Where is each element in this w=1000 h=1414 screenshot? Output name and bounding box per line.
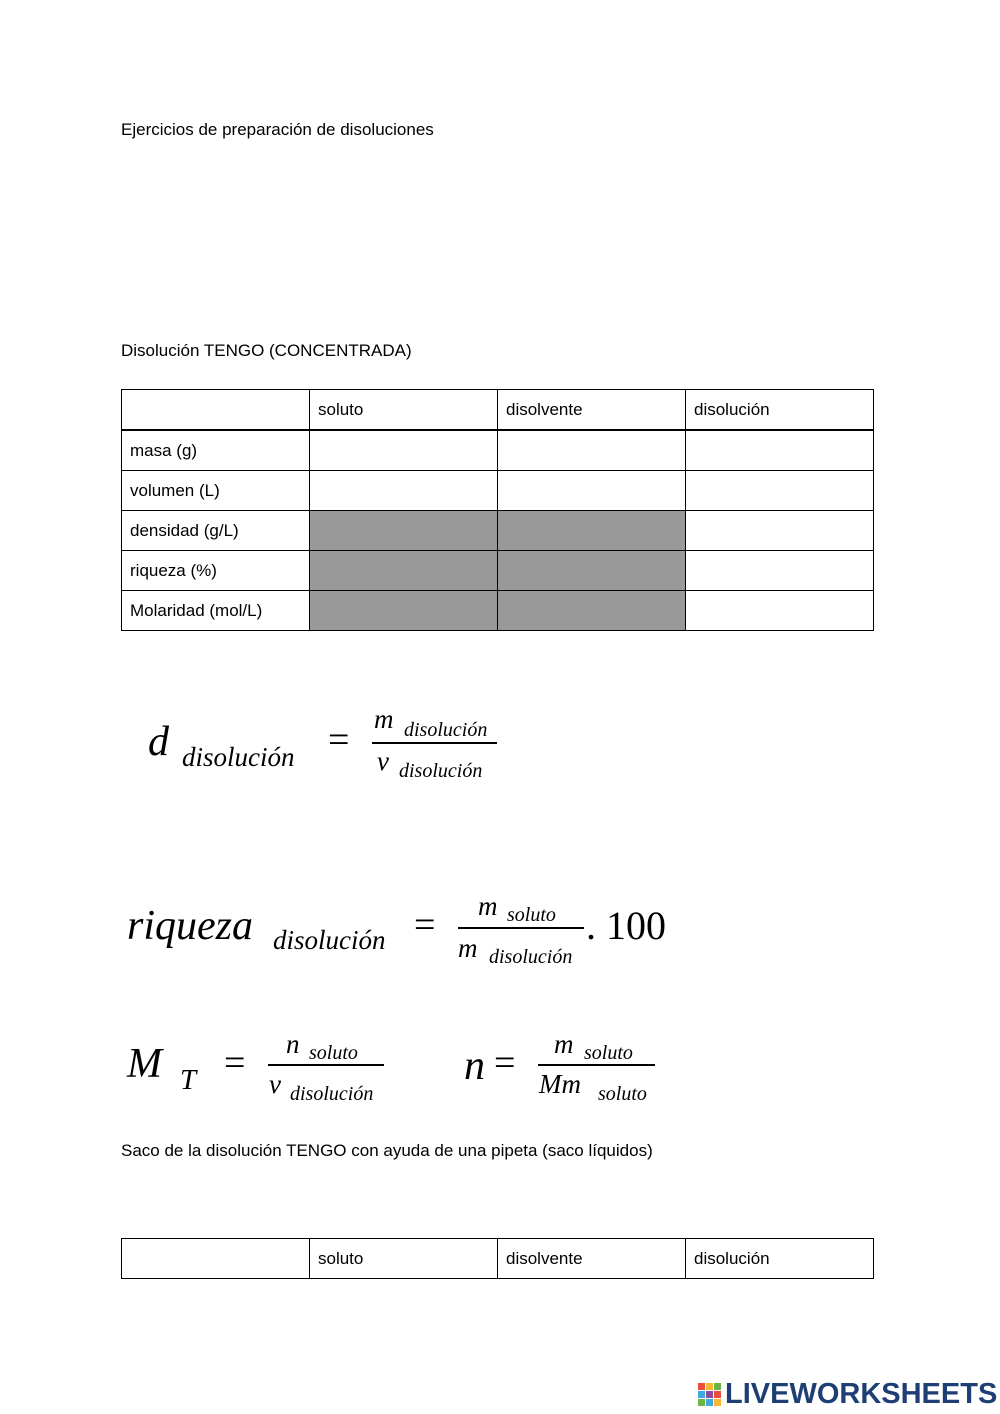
density-lhs-sub: disolución xyxy=(182,742,295,772)
table-row xyxy=(122,471,874,511)
molarity-num-sub: soluto xyxy=(309,1042,358,1064)
section2-heading: Saco de la disolución TENGO con ayuda de una pipeta (saco líquidos) xyxy=(121,1141,653,1160)
shaded-cell xyxy=(310,511,498,551)
logo-cube-square xyxy=(706,1399,713,1406)
logo-cube-square xyxy=(698,1383,705,1390)
table-row xyxy=(122,430,874,471)
input-cell[interactable] xyxy=(498,430,686,471)
input-cell[interactable] xyxy=(310,471,498,511)
row-label: masa (g) xyxy=(122,430,310,471)
header-cell-soluto: soluto xyxy=(310,390,498,431)
logo-cube-square xyxy=(714,1391,721,1398)
row-label: Molaridad (mol/L) xyxy=(122,591,310,631)
molarity-equals: = xyxy=(224,1042,246,1084)
input-cell[interactable] xyxy=(686,551,874,591)
moles-lhs-var: n xyxy=(464,1043,485,1089)
density-num-var: m xyxy=(374,704,394,734)
input-cell[interactable] xyxy=(686,430,874,471)
header-cell-disolucion: disolución xyxy=(686,390,874,431)
shaded-cell xyxy=(498,591,686,631)
richness-den-sub: disolución xyxy=(489,946,573,968)
richness-num-sub: soluto xyxy=(507,904,556,926)
moles-equals: = xyxy=(494,1042,516,1084)
row-label: densidad (g/L) xyxy=(122,511,310,551)
moles-den-var: Mm xyxy=(539,1069,581,1099)
logo-cube-icon xyxy=(698,1383,721,1406)
molarity-fraction-bar xyxy=(268,1064,384,1066)
pipette-solution-table xyxy=(121,1238,874,1279)
logo-cube-square xyxy=(698,1391,705,1398)
liveworksheets-logo[interactable] xyxy=(698,1378,997,1411)
density-equals: = xyxy=(328,719,350,761)
moles-num-var: m xyxy=(554,1029,574,1059)
header-cell-disolucion: disolución xyxy=(686,1239,874,1279)
logo-cube-square xyxy=(714,1399,721,1406)
section1-heading: Disolución TENGO (CONCENTRADA) xyxy=(121,341,412,360)
page-title: Ejercicios de preparación de disoluciones xyxy=(121,120,434,139)
logo-cube-square xyxy=(706,1391,713,1398)
logo-text: LIVEWORKSHEETS xyxy=(725,1378,998,1410)
molarity-lhs-var: M xyxy=(127,1041,162,1087)
richness-lhs-var: riqueza xyxy=(127,903,253,949)
richness-fraction-bar xyxy=(458,927,584,929)
row-label: volumen (L) xyxy=(122,471,310,511)
density-num-sub: disolución xyxy=(404,719,488,741)
richness-tail: . 100 xyxy=(586,903,666,948)
header-cell-disolvente: disolvente xyxy=(498,1239,686,1279)
logo-cube-square xyxy=(698,1399,705,1406)
header-cell-disolvente: disolvente xyxy=(498,390,686,431)
molarity-den-sub: disolución xyxy=(290,1083,374,1105)
table-row xyxy=(122,551,874,591)
table-header-row xyxy=(122,390,874,431)
input-cell[interactable] xyxy=(686,511,874,551)
table-row xyxy=(122,591,874,631)
logo-cube-square xyxy=(714,1383,721,1390)
molarity-den-var: v xyxy=(269,1069,281,1099)
input-cell[interactable] xyxy=(498,471,686,511)
header-cell-empty xyxy=(122,390,310,431)
header-cell-soluto: soluto xyxy=(310,1239,498,1279)
shaded-cell xyxy=(310,551,498,591)
moles-num-sub: soluto xyxy=(584,1042,633,1064)
density-den-var: v xyxy=(377,746,389,776)
density-den-sub: disolución xyxy=(399,760,483,782)
header-cell-empty xyxy=(122,1239,310,1279)
richness-num-var: m xyxy=(478,891,498,921)
row-label: riqueza (%) xyxy=(122,551,310,591)
richness-equals: = xyxy=(414,904,436,946)
concentrated-solution-table xyxy=(121,389,874,631)
table-row xyxy=(122,511,874,551)
molarity-lhs-sub: T xyxy=(180,1064,197,1096)
density-lhs-var: d xyxy=(148,719,169,765)
logo-cube-square xyxy=(706,1383,713,1390)
input-cell[interactable] xyxy=(310,430,498,471)
shaded-cell xyxy=(310,591,498,631)
moles-den-sub: soluto xyxy=(598,1083,647,1105)
moles-fraction-bar xyxy=(538,1064,655,1066)
shaded-cell xyxy=(498,511,686,551)
richness-den-var: m xyxy=(458,933,478,963)
molarity-num-var: n xyxy=(286,1029,300,1059)
input-cell[interactable] xyxy=(686,471,874,511)
richness-lhs-sub: disolución xyxy=(273,925,386,955)
input-cell[interactable] xyxy=(686,591,874,631)
density-fraction-bar xyxy=(372,742,497,744)
shaded-cell xyxy=(498,551,686,591)
table-header-row xyxy=(122,1239,874,1279)
